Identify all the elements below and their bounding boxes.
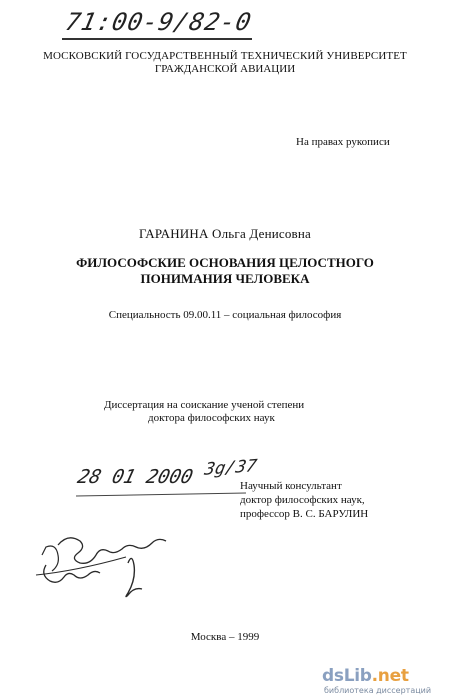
handwritten-code: 3g/37 <box>202 456 259 480</box>
author-name: ГАРАНИНА Ольга Денисовна <box>138 226 312 241</box>
dslib-tagline: библиотека диссертаций <box>324 686 432 695</box>
consultant-name: профессор В. С. БАРУЛИН <box>240 508 369 520</box>
dslib-logo-main: dsLib <box>322 666 372 686</box>
dslib-watermark <box>322 666 446 696</box>
university-name-line1: МОСКОВСКИЙ ГОСУДАРСТВЕННЫЙ ТЕХНИЧЕСКИЙ УНИВЕРСИТЕТ <box>43 50 407 62</box>
handwritten-signature <box>28 505 218 600</box>
manuscript-rights-note: На правах рукописи <box>296 136 390 148</box>
dissertation-degree-line2: доктора философских наук <box>148 412 275 424</box>
university-name-line2: ГРАЖДАНСКОЙ АВИАЦИИ <box>154 63 296 75</box>
date-underline <box>76 493 246 497</box>
handwritten-date: 28 01 2000 <box>75 466 196 488</box>
city-and-year: Москва – 1999 <box>190 631 260 643</box>
specialty-line: Специальность 09.00.11 – социальная философия <box>108 309 342 321</box>
dslib-logo <box>322 666 409 686</box>
consultant-role: Научный консультант <box>240 480 342 492</box>
thesis-title-line2: ПОНИМАНИЯ ЧЕЛОВЕКА <box>140 271 310 286</box>
archive-number-underline <box>62 38 252 40</box>
thesis-title-line1: ФИЛОСОФСКИЕ ОСНОВАНИЯ ЦЕЛОСТНОГО <box>76 255 374 270</box>
dissertation-degree-line1: Диссертация на соискание ученой степени <box>104 399 305 411</box>
archive-number-stamp: 71:00-9/82-0 <box>63 8 255 36</box>
dslib-logo-suffix: .net <box>371 666 409 686</box>
consultant-degree: доктор философских наук, <box>240 494 365 506</box>
